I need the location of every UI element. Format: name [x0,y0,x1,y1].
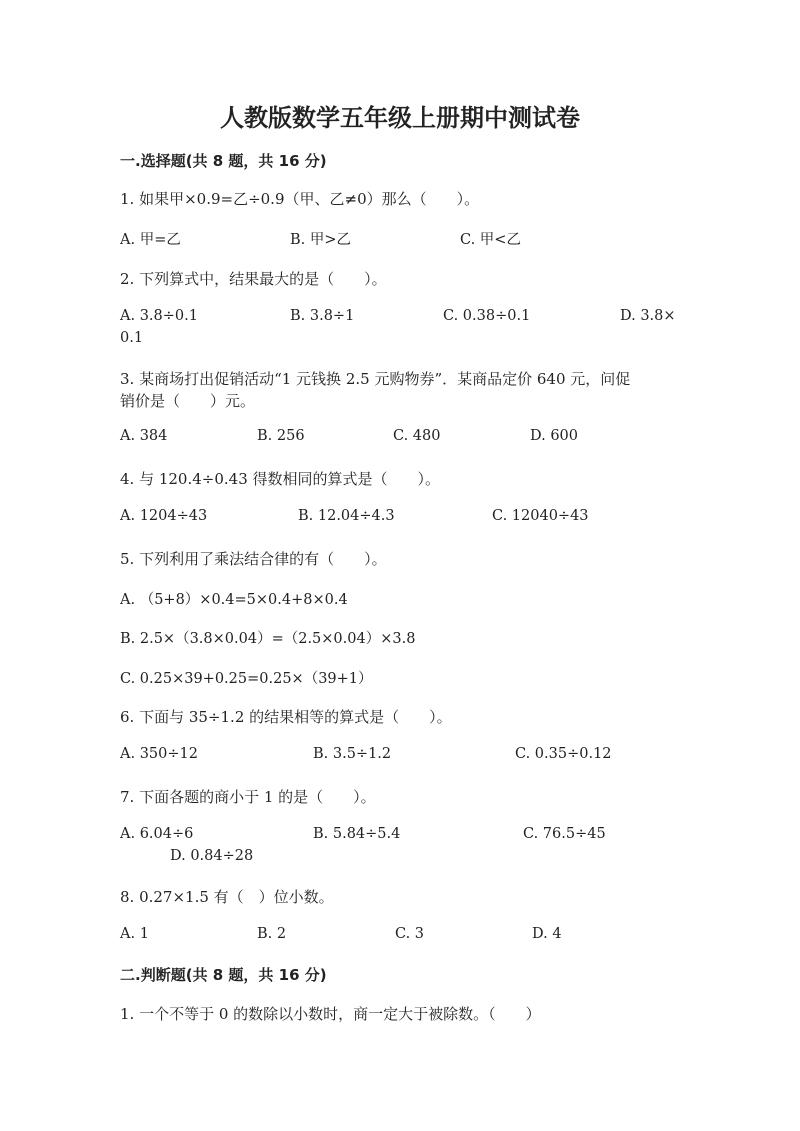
q3-option-b: B. 256 [257,428,305,444]
q6-option-b: B. 3.5÷1.2 [313,746,392,762]
question-7-text: 7. 下面各题的商小于 1 的是（ ）。 [120,788,376,806]
q2-option-d: D. 3.8× [620,308,676,324]
question-4-text: 4. 与 120.4÷0.43 得数相同的算式是（ ）。 [120,470,441,488]
question-8-text: 8. 0.27×1.5 有（ ）位小数。 [120,888,334,906]
q3-option-d: D. 600 [530,428,579,444]
q8-option-a: A. 1 [120,926,149,942]
q7-option-a: A. 6.04÷6 [120,826,194,842]
q4-option-c: C. 12040÷43 [492,508,589,524]
question-6-text: 6. 下面与 35÷1.2 的结果相等的算式是（ ）。 [120,708,452,726]
page-title: 人教版数学五年级上册期中测试卷 [220,104,580,132]
q2-option-a: A. 3.8÷0.1 [120,308,198,324]
q4-option-a: A. 1204÷43 [120,508,208,524]
q7-option-d: D. 0.84÷28 [170,848,254,864]
q8-option-b: B. 2 [257,926,287,942]
q3-option-a: A. 384 [120,428,168,444]
q8-option-d: D. 4 [532,926,562,942]
question-2-text: 2. 下列算式中，结果最大的是（ ）。 [120,270,387,288]
question-1-text: 1. 如果甲×0.9=乙÷0.9（甲、乙≠0）那么（ ）。 [120,190,480,208]
section-heading-judgment: 二.判断题(共 8 题，共 16 分) [120,966,327,984]
section-heading-choice: 一.选择题(共 8 题，共 16 分) [120,152,327,170]
q6-option-c: C. 0.35÷0.12 [515,746,612,762]
q6-option-a: A. 350÷12 [120,746,198,762]
question-3-text-cont: 销价是（ ）元。 [120,392,256,410]
q7-option-b: B. 5.84÷5.4 [313,826,401,842]
q4-option-b: B. 12.04÷4.3 [298,508,395,524]
q2-option-c: C. 0.38÷0.1 [443,308,531,324]
q1-option-c: C. 甲<乙 [460,232,521,248]
q7-option-c: C. 76.5÷45 [523,826,606,842]
q5-option-a: A. （5+8）×0.4=5×0.4+8×0.4 [120,592,348,608]
question-5-text: 5. 下列利用了乘法结合律的有（ ）。 [120,550,387,568]
question-3-text: 3. 某商场打出促销活动“1 元钱换 2.5 元购物券”．某商品定价 640 元，问促 [120,370,631,388]
q5-option-c: C. 0.25×39+0.25=0.25×（39+1） [120,671,373,687]
q2-option-b: B. 3.8÷1 [290,308,355,324]
q3-option-c: C. 480 [393,428,441,444]
q8-option-c: C. 3 [395,926,425,942]
q1-option-b: B. 甲>乙 [290,232,352,248]
q5-option-b: B. 2.5×（3.8×0.04）=（2.5×0.04）×3.8 [120,631,416,647]
judgment-question-1-text: 1. 一个不等于 0 的数除以小数时，商一定大于被除数。（ ） [120,1005,541,1023]
q2-option-d-wrap: 0.1 [120,330,144,346]
q1-option-a: A. 甲=乙 [120,232,181,248]
